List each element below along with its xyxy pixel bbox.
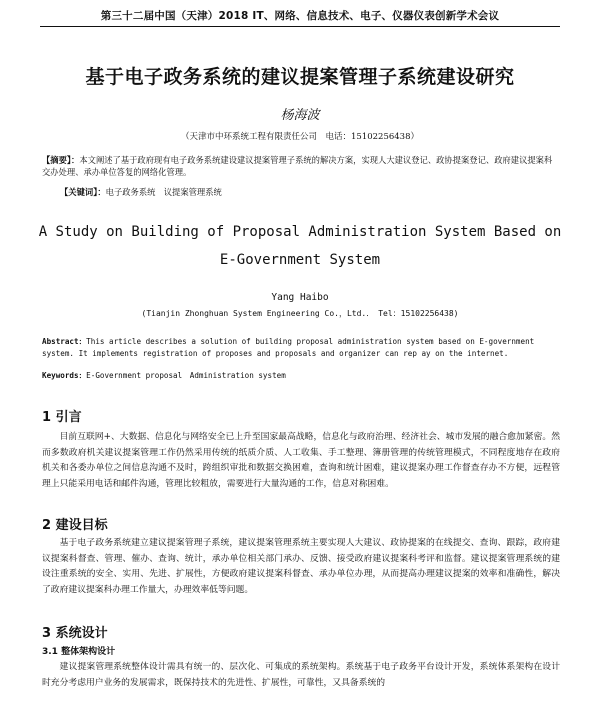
section-heading-design: 3 系统设计	[42, 626, 108, 641]
abstract-cn	[42, 154, 560, 178]
keywords-en	[42, 370, 560, 381]
affiliation-en: (Tianjin Zhonghuan System Engineering Co.，Ltd.． Tel：15102256438)	[141, 309, 459, 318]
section-paragraph-goals: 基于电子政务系统建立建议提案管理子系统，建议提案管理系统主要实现人大建议、政协提案的在线提交、查询、跟踪，政府建议提案科督查、管理、催办、查询、统计，承办单位相关部门承办、反馈、接受政府建议提案科考评和监督。建议提案管理系统的建设注重系统的安全、实用、先进、扩展性，方便政府建议提案科督查、承办单位办理，从而提高办理建议提案的效率和准确性，解决了政府建议提案科办理工作量大，办理效率低等问题。	[42, 538, 560, 595]
abstract-text-cn: 本文阐述了基于政府现有电子政务系统建设建议提案管理子系统的解决方案，实现人大建议登记、政协提案登记、政府建议提案科交办处理、承办单位答复的网络化管理。	[42, 155, 553, 177]
abstract-text-en: This article describes a solution of building proposal administration system based on E-government system. It implements registration of proposes and proposals and organizer can rep ay on the internet.	[42, 337, 535, 358]
keywords-label-cn: 【关键词】：	[60, 187, 106, 197]
section-paragraph-intro: 目前互联网+、大数据、信息化与网络安全已上升至国家最高战略，信息化与政府治理、经济社会、城市发展的融合愈加紧密。然而多数政府机关建议提案管理工作仍然采用传统的纸质介质、人工收集、手工整理、簿册管理的传统管理模式，不同程度地存在政府机关和各委办单位之间信息沟通不及时，跨组织审批和数据交换困难，查询和统计困难，建议提案办理工作督查存办不方便，远程管理上只能采用电话和邮件沟通，管理比较粗放，需要进行大量沟通的工作，信息对称困难。	[42, 432, 560, 489]
keywords-text-cn: 电子政务系统 议提案管理系统	[105, 187, 222, 197]
section-heading-goals: 2 建设目标	[42, 518, 108, 533]
author-en: Yang Haibo	[271, 292, 329, 303]
section-paragraph-design: 建议提案管理系统整体设计需具有统一的、层次化、可集成的系统架构。系统基于电子政务平台设计开发，系统体系架构在设计时充分考虑用户业务的发展需求，既保持技术的先进性、扩展性，可靠性，又具备系统的	[42, 662, 560, 688]
subsection-heading-architecture: 3.1 整体架构设计	[42, 647, 116, 657]
running-header: 第三十二届中国（天津）2018 IT、网络、信息技术、电子、仪器仪表创新学术会议	[100, 10, 500, 22]
author-cn: 杨海波	[280, 108, 320, 123]
section-heading-intro: 1 引言	[42, 410, 82, 425]
abstract-label-cn: 【摘要】：	[42, 155, 80, 165]
header-rule	[40, 26, 560, 27]
abstract-label-en: Abstract：	[42, 337, 87, 346]
keywords-cn	[60, 186, 560, 198]
abstract-en	[42, 336, 560, 360]
paper-title-en: A Study on Building of Proposal Administration System Based on E-Government System	[38, 224, 562, 268]
keywords-label-en: Keywords：	[42, 371, 87, 380]
paper-title-cn: 基于电子政务系统的建议提案管理子系统建设研究	[85, 66, 515, 88]
affiliation-cn: （天津市中环系统工程有限责任公司 电话：15102256438）	[181, 132, 419, 142]
keywords-text-en: E-Government proposal Administration system	[86, 371, 286, 380]
